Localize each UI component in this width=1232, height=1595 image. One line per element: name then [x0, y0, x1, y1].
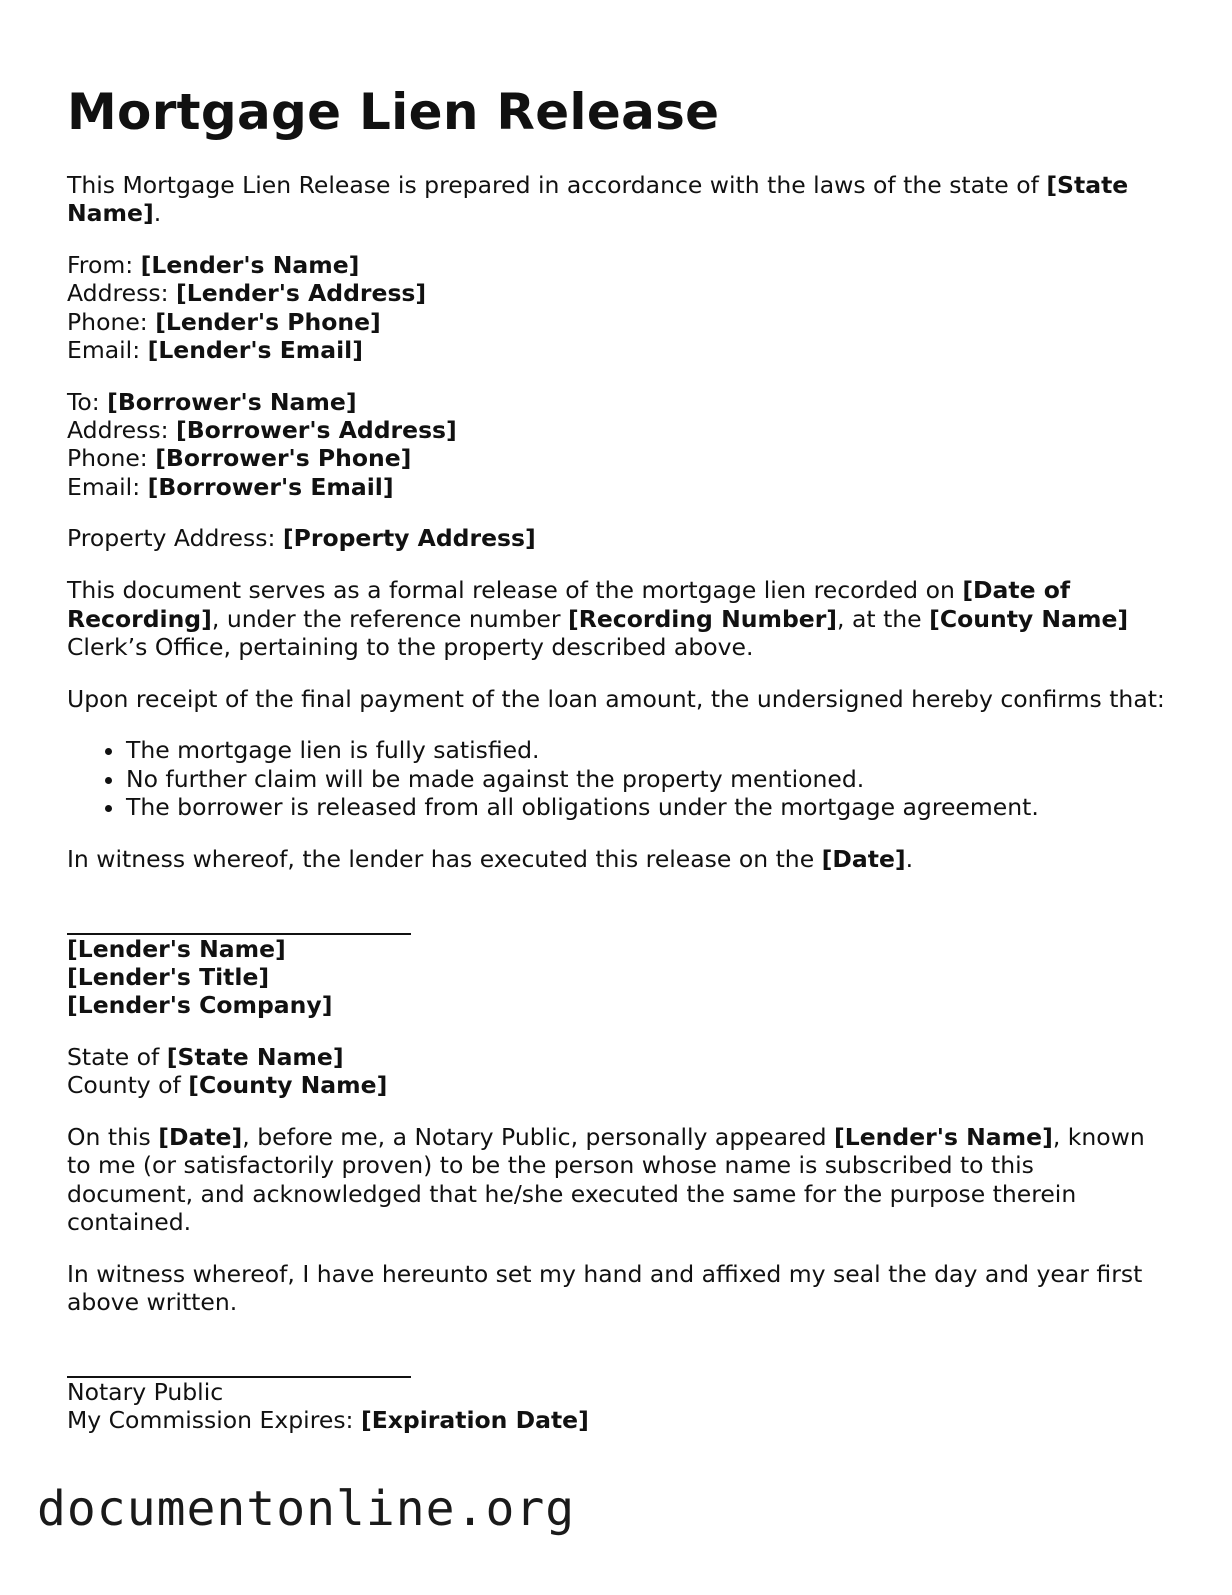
signature-lender-company: [Lender's Company] — [67, 991, 333, 1020]
lender-info — [67, 251, 1167, 364]
lender-signature-line[interactable] — [67, 897, 411, 935]
page-title: Mortgage Lien Release — [67, 83, 720, 141]
lender-phone-label: Phone: — [67, 307, 156, 336]
release-text-2: , under the reference number — [211, 604, 569, 633]
borrower-address: [Borrower's Address] — [175, 416, 457, 445]
witness-paragraph — [67, 845, 1167, 873]
venue-county: [County Name] — [188, 1071, 388, 1100]
lender-address-label: Address: — [67, 279, 176, 308]
recording-number: [Recording Number] — [568, 604, 838, 633]
list-item: • The mortgage lien is fully satisfied. — [126, 736, 1167, 764]
lender-email-label: Email: — [67, 335, 148, 364]
release-text-1: This document serves as a formal release of the mortgage lien recorded on — [67, 576, 963, 605]
ack-text-2: , before me, a Notary Public, personally appeared — [242, 1123, 835, 1152]
acknowledgment-paragraph — [67, 1123, 1167, 1236]
to-label: To: — [67, 387, 108, 416]
document-page — [67, 80, 1167, 1458]
ack-date: [Date] — [158, 1123, 243, 1152]
property-value: [Property Address] — [282, 524, 536, 553]
release-text-4: Clerk’s Office, pertaining to the property described above. — [67, 632, 754, 661]
notary-witness-paragraph: In witness whereof, I have hereunto set my hand and affixed my seal the day and year first above written. — [67, 1259, 1143, 1317]
borrower-info — [67, 388, 1167, 501]
release-text-3: , at the — [837, 604, 930, 633]
borrower-name: [Borrower's Name] — [107, 387, 357, 416]
confirm-paragraph: Upon receipt of the final payment of the loan amount, the undersigned hereby confirms that: — [67, 684, 1165, 713]
venue-state: [State Name] — [166, 1043, 344, 1072]
lender-email: [Lender's Email] — [147, 335, 363, 364]
county-name: [County Name] — [929, 604, 1129, 633]
state-placeholder: [State Name] — [67, 171, 1129, 228]
witness-date: [Date] — [821, 844, 906, 873]
from-label: From: — [67, 251, 141, 280]
recording-date: [Date of Recording] — [67, 576, 1071, 633]
lender-signature-block — [67, 935, 1167, 1020]
notary-venue — [67, 1043, 1167, 1100]
commission-expiration: [Expiration Date] — [360, 1406, 589, 1435]
commission-label: My Commission Expires: — [67, 1406, 361, 1435]
intro-paragraph — [67, 171, 1167, 228]
intro-text: This Mortgage Lien Release is prepared in accordance with the laws of the state of — [67, 171, 1047, 199]
signature-lender-name: [Lender's Name] — [67, 934, 286, 963]
ack-text-1: On this — [67, 1123, 159, 1152]
borrower-phone-label: Phone: — [67, 444, 156, 473]
site-watermark: documentonline.org — [37, 1481, 576, 1537]
intro-end: . — [153, 199, 162, 228]
confirm-list — [67, 736, 1167, 821]
borrower-email-label: Email: — [67, 472, 148, 501]
venue-county-label: County of — [67, 1071, 189, 1100]
list-item: • The borrower is released from all obligations under the mortgage agreement. — [126, 793, 1167, 821]
property-label: Property Address: — [67, 524, 283, 553]
lender-phone: [Lender's Phone] — [155, 307, 381, 336]
signature-lender-title: [Lender's Title] — [67, 962, 270, 991]
lender-address: [Lender's Address] — [175, 279, 427, 308]
borrower-phone: [Borrower's Phone] — [155, 444, 412, 473]
borrower-email: [Borrower's Email] — [147, 472, 394, 501]
list-item: • No further claim will be made against the property mentioned. — [126, 765, 1167, 793]
notary-signature-line[interactable] — [67, 1340, 411, 1378]
borrower-address-label: Address: — [67, 416, 176, 445]
venue-state-label: State of — [67, 1043, 167, 1072]
witness-end: . — [905, 844, 914, 873]
ack-lender-name: [Lender's Name] — [834, 1123, 1053, 1152]
witness-text: In witness whereof, the lender has executed this release on the — [67, 844, 822, 873]
notary-signature-block — [67, 1378, 1167, 1435]
property-address — [67, 524, 1167, 552]
notary-label: Notary Public — [67, 1377, 224, 1406]
release-paragraph — [67, 576, 1167, 661]
lender-name: [Lender's Name] — [140, 251, 360, 280]
ack-text-3: , known to me (or satisfactorily proven) to be the person whose name is subscribed to this document, and acknowledged that he/she executed the same for the purpose therein contained. — [67, 1123, 1145, 1237]
